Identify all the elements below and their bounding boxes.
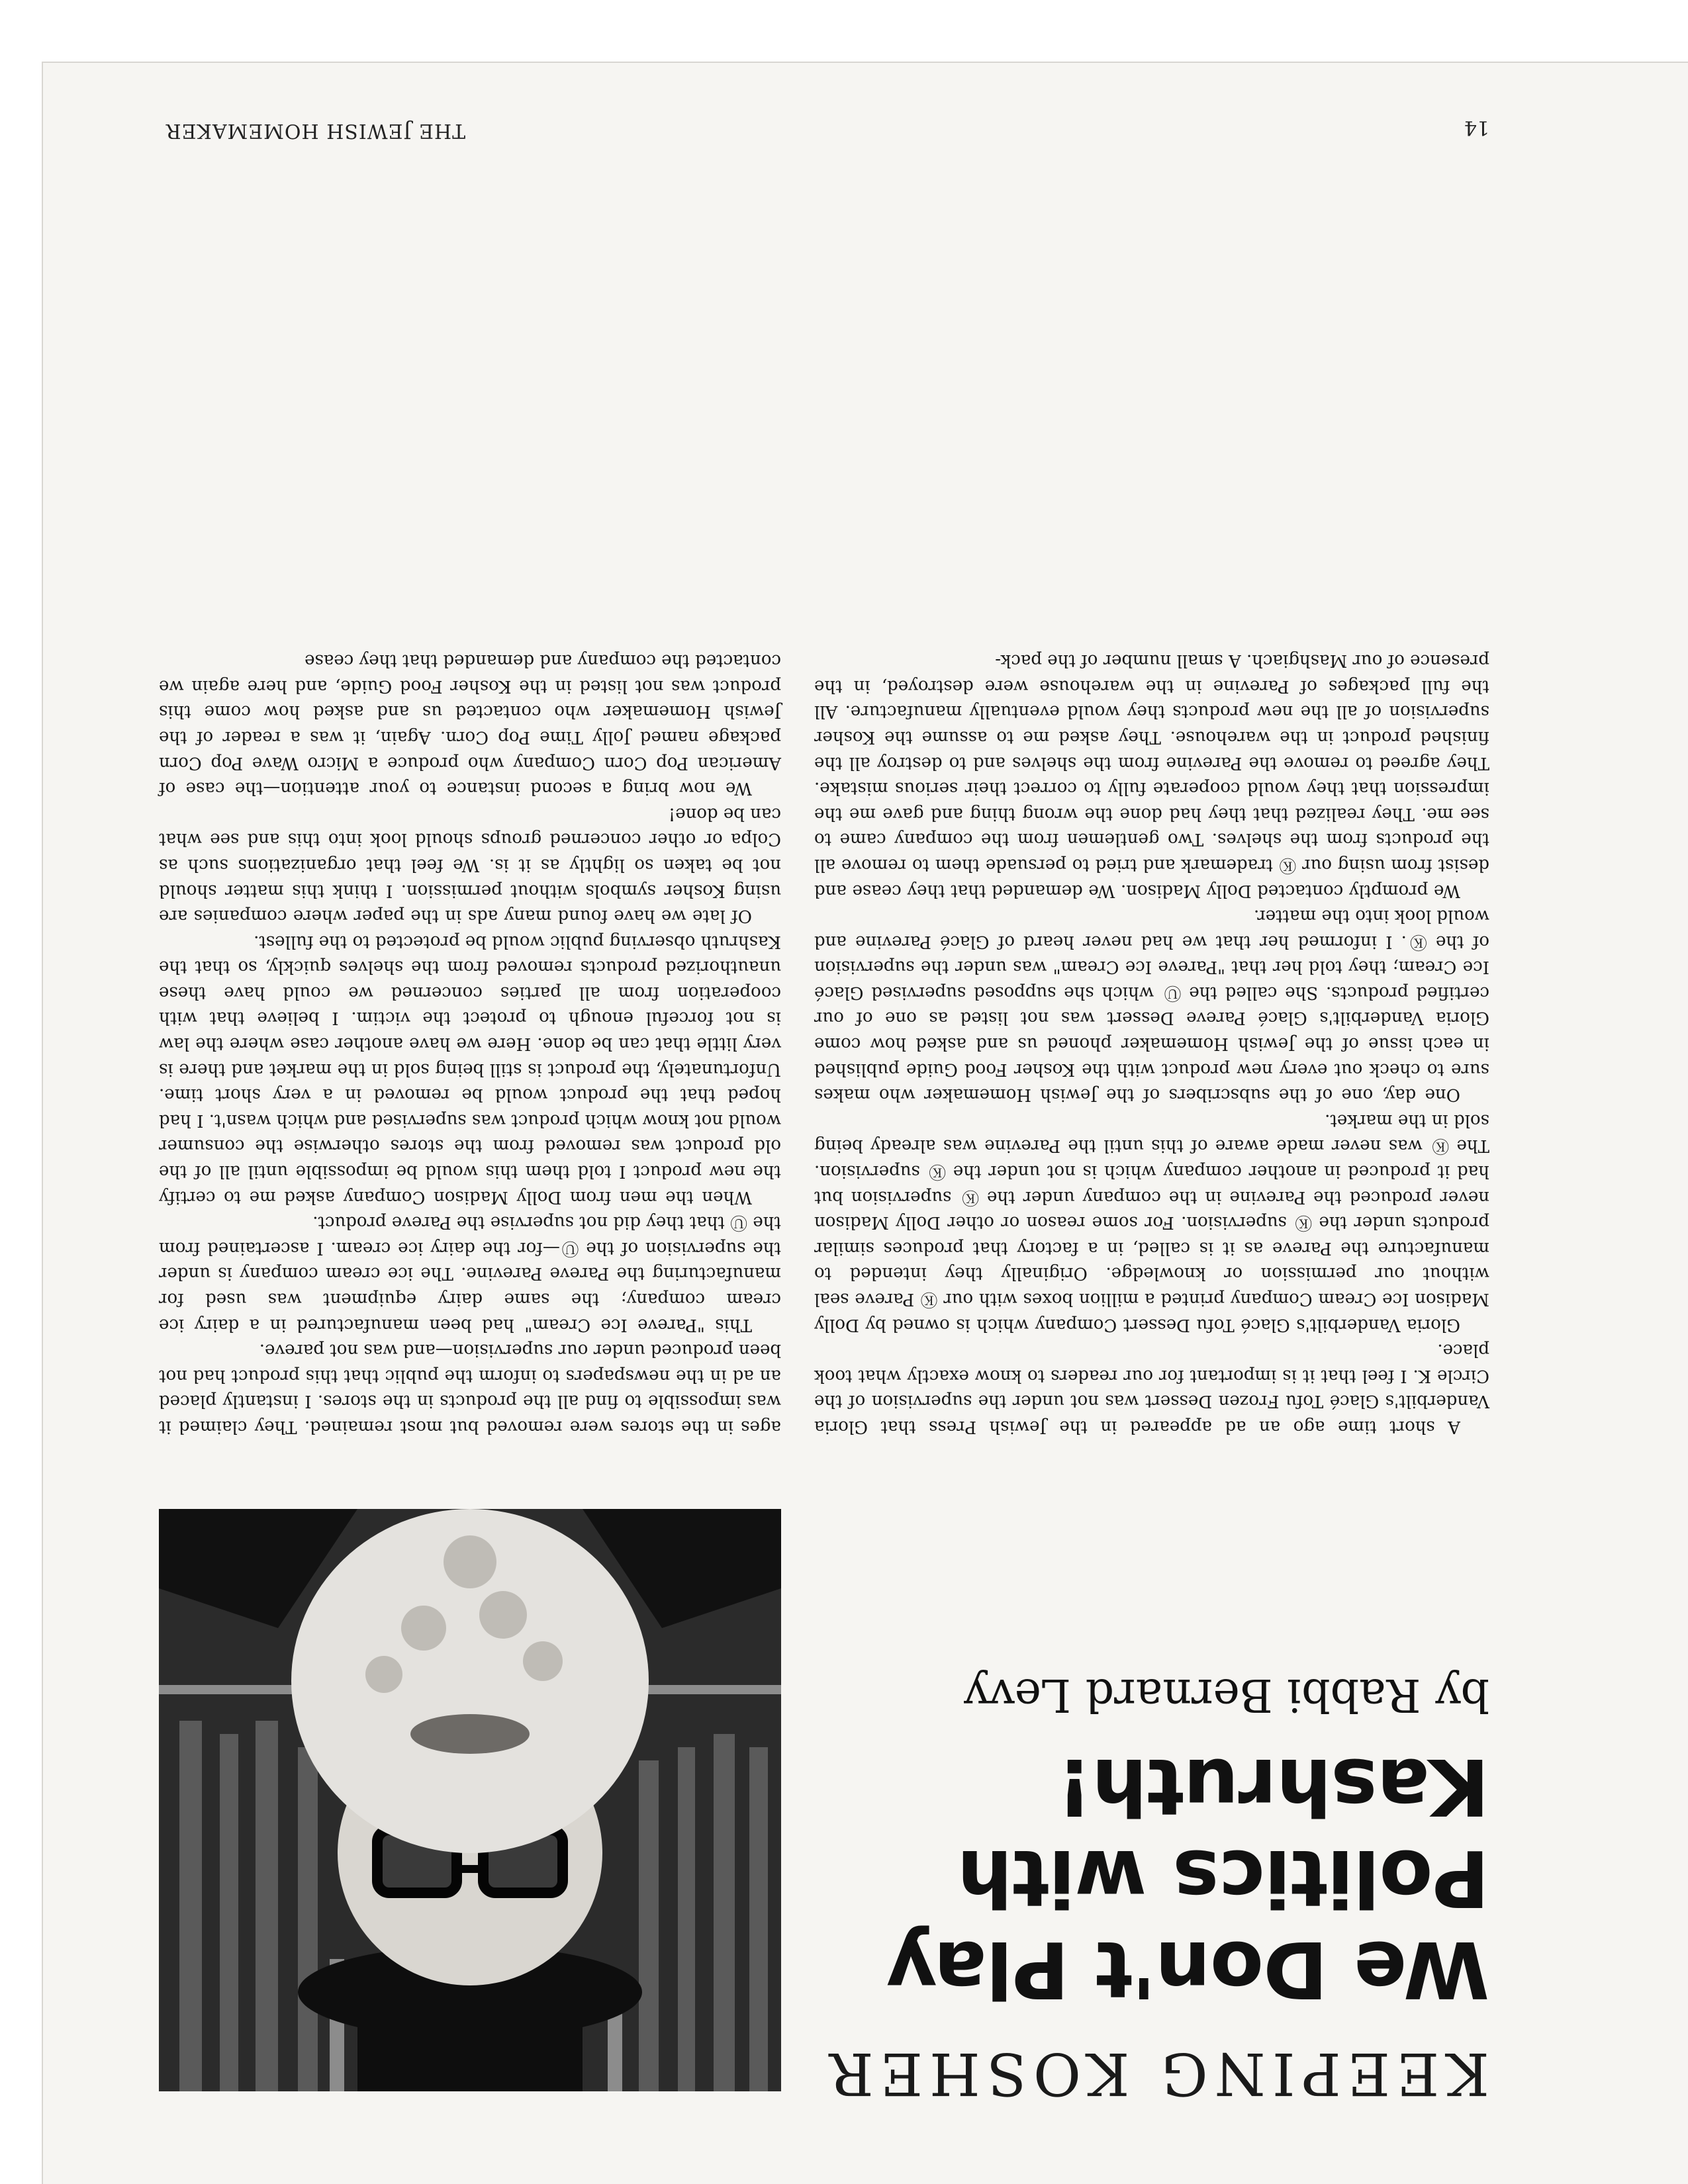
publication-name: THE JEWISH HOMEMAKER [165, 119, 466, 142]
article-right-column [159, 648, 781, 1439]
article-paragraph: One day, one of the subscribers of the Jewish Homemaker who makes sure to check out every new product with the Kosher Food Guide published in each issue of the Jewish Homemaker phoned us and asked how come Gloria Vanderbilt's Glacé Pareve Dessert was not listed as one of our certified products. She called the Ⓤ which she supposed supervised Glacé Ice Cream; they told her that "Pareve Ice Cream" was under the supervision of the Ⓚ. I informed her that we had never heard of Glacé Parevine and would look into the matter. [814, 906, 1489, 1105]
article-paragraph-continuation: ages in the stores were removed but most remained. They claimed it was impossible to find all the products in the stores. I instantly placed an ad in the newspapers to inform the public that this product had not been produced under our supervision—and was not pareve. [159, 1340, 781, 1437]
article-paragraph: A short time ago an ad appeared in the Jewish Press that Gloria Vanderbilt's Glacé Tofu Frozen Dessert was not under the supervision of the Circle K. I feel that it is important for our readers to know exactly what took place. [814, 1340, 1489, 1437]
page-number: 14 [1464, 116, 1489, 139]
article-left-column [814, 648, 1489, 1439]
article-paragraph: Of late we have found many ads in the paper where companies are using Kosher symbols without permission. I think this matter should not be taken so lightly as it is. We feel that organizations such as Colpa or other concerned groups should look into this and see what can be done! [159, 803, 781, 927]
article-paragraph: We promptly contacted Dolly Madison. We demanded that they cease and desist from using our Ⓚ trademark and tried to persuade them to remove all the products from the shelves. Two gentlemen from the company came to see me. They realized that they had done the wrong thing and gave me the impression that they would cooperate fully to correct their serious mistake. They agreed to remove the Parevine from the shelves and to destroy all the finished product in the warehouse. They asked me to assume the Kosher supervision of all the new products they would eventually manufacture. All the full packages of Parevine in the warehouse were destroyed, in the presence of our Mashgiach. A small number of the pack- [814, 651, 1489, 901]
byline: by Rabbi Bernard Levy [963, 1668, 1489, 1721]
section-kicker: KEEPING KOSHER [823, 2040, 1489, 2108]
article-paragraph: We now bring a second instance to your attention—the case of American Pop Corn Company who produce a Micro Wave Pop Corn package named Jolly Time Pop Corn. Again, it was a reader of the Jewish Homemaker who contacted us and asked how come this product was not listed in the Kosher Food Guide, and here again we contacted the company and demanded that they cease [159, 651, 781, 799]
portrait-photo-art [159, 1509, 781, 2091]
article-paragraph: This "Pareve Ice Cream" had been manufactured in a dairy ice cream company; the same dairy equipment was used for manufacturing the Pareve Parevine. The ice cream company is under the supervision of the Ⓤ—for the dairy ice cream. I ascertained from the Ⓤ that they did not supervise the Pareve product. [159, 1212, 781, 1335]
headline: We Don't Play Politics with Kashruth! [886, 1741, 1489, 2015]
paper-sheet [42, 62, 1688, 2184]
article-paragraph: Gloria Vanderbilt's Glacé Tofu Dessert Company which is owned by Dolly Madison Ice Cream Company printed a million boxes with our Ⓚ Pareve seal without our permission or knowledge. Originally they intended to manufacture the Pareve as it is called, in a factory that produces similar products under the Ⓚ supervision. For some reason or other Dolly Madison never produced the Parevine in the company under the Ⓚ supervision but had it produced in another company which is not under the Ⓚ supervision. The Ⓚ was never made aware of this until the Parevine was already being sold in the market. [814, 1110, 1489, 1335]
article-paragraph: When the men from Dolly Madison Company asked me to certify the new product I told them this would be impossible until all of the old product was removed from the stores otherwise the consumer would not know which product was supervised and which wasn't. I had hoped that the product would be removed in a very short time. Unfortunately, the product is still being sold in the market and there is very little that can be done. Here we have another case where the law is not forceful enough to protect the victim. I believe that with cooperation from all parties concerned we could have these unauthorized products removed from the shelves quickly, so that the Kashruth observing public would be protected to the fullest. [159, 931, 781, 1207]
portrait-photo [159, 1509, 781, 2091]
